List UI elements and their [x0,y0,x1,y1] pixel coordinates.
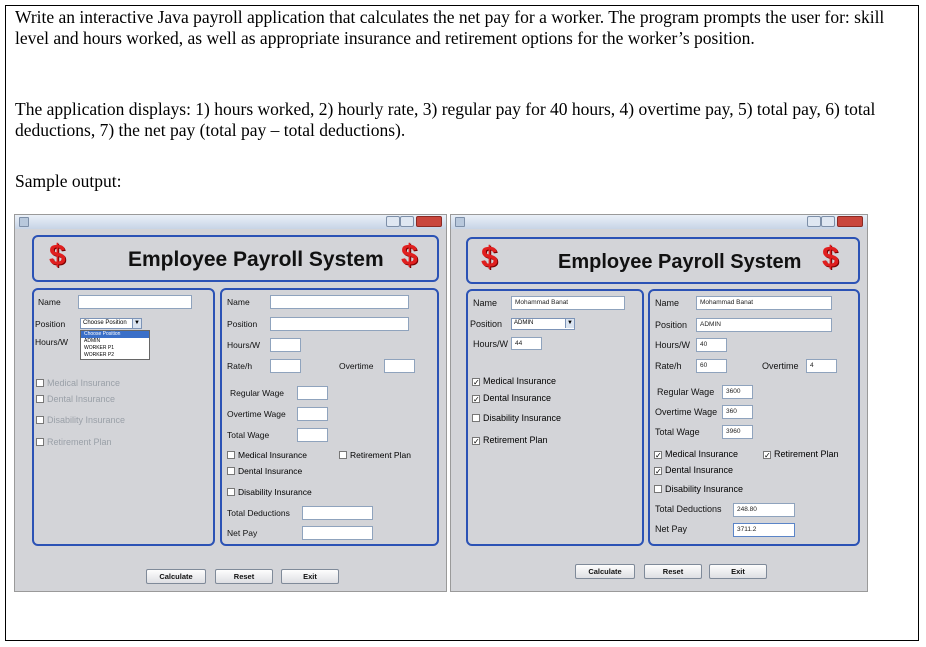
exit-button[interactable]: Exit [281,569,339,584]
total-wage-label: Total Wage [655,427,700,437]
minimize-button[interactable] [807,216,821,227]
total-deductions-field[interactable] [302,506,373,520]
position-label: Position [470,319,503,329]
position-label: Position [655,320,688,330]
net-pay-field[interactable] [302,526,373,540]
input-panel [32,288,215,546]
app-title: Employee Payroll System [558,251,802,273]
medical-insurance-checkbox[interactable]: Medical Insurance [227,450,307,460]
name-field[interactable] [78,295,192,309]
output-panel [648,289,860,546]
position-field[interactable] [270,317,409,331]
overtime-field[interactable] [384,359,415,373]
chevron-down-icon[interactable]: ▼ [132,319,141,328]
name-label: Name [38,297,61,307]
regular-wage-field[interactable]: 3600 [722,385,753,399]
rate-field[interactable] [270,359,301,373]
hours-field[interactable] [270,338,301,352]
dollar-icon-left: $ [49,239,66,272]
rate-field[interactable]: 60 [696,359,727,373]
total-wage-label: Total Wage [227,430,270,440]
app-icon [455,217,465,227]
rate-label: Rate/h [227,361,253,371]
name-label: Name [473,298,498,308]
hours-label: Hours/W [473,339,509,349]
retirement-plan-checkbox[interactable]: ✓ Retirement Plan [473,435,548,446]
rate-label: Rate/h [655,361,682,371]
reset-button[interactable]: Reset [215,569,273,584]
dental-insurance-checkbox[interactable]: Dental Insurance [36,394,115,404]
minimize-button[interactable] [386,216,400,227]
window-1-titlebar [15,215,446,229]
chevron-down-icon[interactable]: ▼ [565,319,574,328]
retirement-plan-checkbox[interactable]: Retirement Plan [339,450,411,460]
dropdown-option[interactable]: Choose Position [81,331,149,338]
overtime-label: Overtime [339,361,374,371]
regular-wage-field[interactable] [297,386,328,400]
dental-insurance-checkbox[interactable]: ✓ Dental Insurance [473,393,552,404]
intro-paragraph-2: The application displays: 1) hours worked, 2) hourly rate, 3) regular pay for 40 hours, 4) overtime pay, 5) total pay, 6) total deductions, 7) the net pay (total pay – total deductions). [15,99,876,140]
net-pay-field[interactable]: 3711.2 [733,523,795,537]
disability-insurance-checkbox[interactable]: Disability Insurance [227,487,312,497]
payroll-window-1 [14,214,447,592]
position-combo-value: Choose Position [83,320,127,326]
output-panel [220,288,439,546]
position-combo-value: ADMIN [514,320,534,326]
exit-button[interactable]: Exit [709,564,767,579]
medical-insurance-checkbox[interactable]: ✓ Medical Insurance [655,449,739,460]
net-pay-label: Net Pay [655,524,688,534]
total-deductions-label: Total Deductions [227,508,290,518]
name-field[interactable] [270,295,409,309]
dental-insurance-checkbox[interactable]: Dental Insurance [227,466,302,476]
dropdown-option[interactable]: WORKER P1 [84,345,115,351]
disability-insurance-checkbox[interactable]: Disability Insurance [654,484,743,494]
window-2-titlebar [451,215,867,229]
header-panel [32,235,439,282]
intro-paragraph-1: Write an interactive Java payroll application that calculates the net pay for a worker. The program prompts the user for: skill level and hours worked, as well as appropriate insurance and retirement options for the worker’s position. [15,7,885,48]
position-label: Position [35,319,66,329]
name-field[interactable]: Mohammad Banat [696,296,832,310]
medical-insurance-checkbox[interactable]: Medical Insurance [36,378,120,388]
close-button[interactable] [837,216,863,227]
name-label: Name [655,298,680,308]
overtime-field[interactable]: 4 [806,359,837,373]
position-dropdown-list[interactable] [80,330,150,360]
total-deductions-field[interactable]: 248.80 [733,503,795,517]
hours-field[interactable]: 44 [511,337,542,350]
dollar-icon-right: $ [401,239,418,272]
regular-wage-label: Regular Wage [657,387,715,397]
position-combo[interactable] [80,318,142,329]
dental-insurance-checkbox[interactable]: ✓ Dental Insurance [655,465,734,476]
total-deductions-label: Total Deductions [655,504,722,514]
disability-insurance-checkbox[interactable]: Disability Insurance [472,413,561,423]
position-label: Position [227,319,258,329]
overtime-wage-field[interactable] [297,407,328,421]
overtime-wage-label: Overtime Wage [227,409,286,419]
overtime-wage-field[interactable]: 360 [722,405,753,419]
sample-output-label: Sample output: [15,171,122,191]
payroll-window-2 [450,214,868,592]
overtime-wage-label: Overtime Wage [655,407,718,417]
position-combo[interactable] [511,318,575,330]
close-button[interactable] [416,216,442,227]
calculate-button[interactable]: Calculate [146,569,206,584]
app-title: Employee Payroll System [128,248,384,271]
hours-label: Hours/W [655,340,691,350]
app-icon [19,217,29,227]
hours-label: Hours/W [227,340,261,350]
dollar-icon-left: $ [481,241,498,274]
retirement-plan-checkbox[interactable]: ✓ Retirement Plan [764,449,839,460]
total-wage-field[interactable]: 3960 [722,425,753,439]
maximize-button[interactable] [821,216,835,227]
hours-label: Hours/W [35,337,69,347]
total-wage-field[interactable] [297,428,328,442]
disability-insurance-checkbox[interactable]: Disability Insurance [36,415,125,425]
maximize-button[interactable] [400,216,414,227]
dropdown-option[interactable]: ADMIN [84,338,101,344]
name-field[interactable]: Mohammad Banat [511,296,625,310]
header-panel [466,237,860,284]
name-label: Name [227,297,250,307]
dollar-icon-right: $ [822,241,839,274]
dropdown-option[interactable]: WORKER P2 [84,352,115,358]
position-field[interactable]: ADMIN [696,318,832,332]
net-pay-label: Net Pay [227,528,258,538]
hours-field[interactable]: 40 [696,338,727,352]
medical-insurance-checkbox[interactable]: ✓ Medical Insurance [473,376,557,387]
overtime-label: Overtime [762,361,799,371]
regular-wage-label: Regular Wage [230,388,285,398]
calculate-button[interactable]: Calculate [575,564,635,579]
retirement-plan-checkbox[interactable]: Retirement Plan [36,437,112,447]
input-panel [466,289,644,546]
reset-button[interactable]: Reset [644,564,702,579]
